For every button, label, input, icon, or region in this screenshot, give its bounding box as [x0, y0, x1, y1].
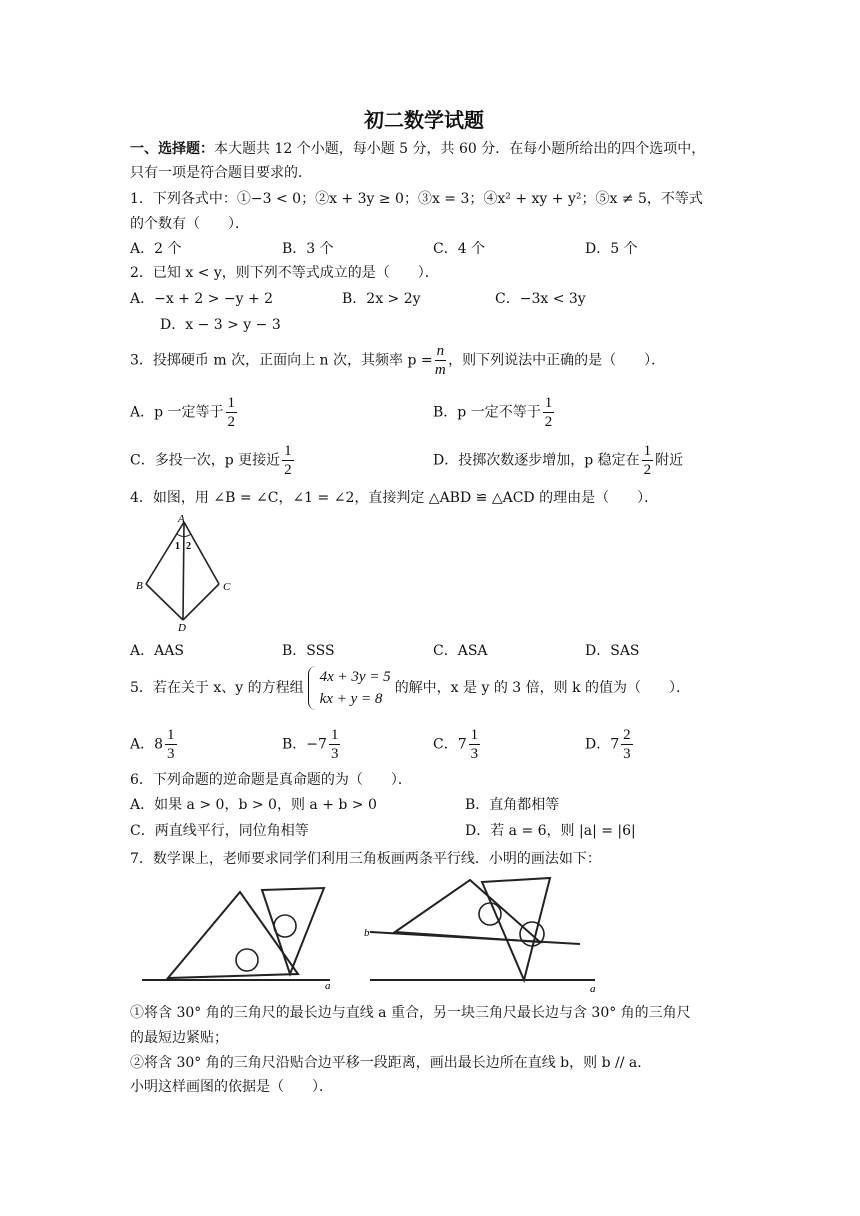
q7-step-2: ②将含 30° 角的三角尺沿贴合边平移一段距离，画出最长边所在直线 b，则 b // a． [130, 1055, 652, 1071]
q7-figure [140, 874, 620, 998]
frac-denominator: 2 [227, 414, 236, 430]
q5-option-c-label: C．7 [433, 736, 467, 753]
frac-denominator: 3 [470, 746, 479, 762]
q5-stem [130, 666, 690, 710]
q3-option-a-text: A．p 一定等于 [130, 404, 224, 421]
q3-option-b-text: B．p 一定不等于 [433, 404, 541, 421]
q3-option-d-fraction [642, 442, 654, 479]
q3-frac-denominator: m [434, 362, 446, 378]
q7-question: 小明这样画图的依据是（ ）． [130, 1079, 333, 1095]
q1-option-a: A．2 个 [130, 241, 182, 257]
label-a: A [178, 513, 185, 525]
q5-option-a [130, 726, 179, 763]
q4-option-c: C．ASA [433, 643, 488, 659]
q1-option-c: C．4 个 [433, 241, 486, 257]
q2-stem: 2．已知 x < y，则下列不等式成立的是（ ）． [130, 265, 439, 281]
q5-option-d-fraction [621, 726, 633, 763]
label-b: b [364, 927, 370, 939]
frac-denominator: 3 [167, 746, 175, 762]
label-angle-1: 1 [175, 541, 180, 552]
equation-system [308, 666, 391, 710]
equation-2: kx + y = 8 [319, 691, 383, 707]
set-square-30-right [395, 880, 540, 942]
q1-stem-line2: 的个数有（ ）． [130, 216, 249, 232]
q3-option-d [433, 442, 683, 479]
q4-option-d: D．SAS [585, 643, 640, 659]
q3-option-b [433, 394, 556, 431]
q6-option-b: B．直角都相等 [465, 797, 560, 813]
frac-denominator: 3 [330, 746, 339, 762]
q5-option-c [433, 726, 482, 763]
label-angle-2: 2 [186, 541, 191, 552]
frac-denominator: 3 [623, 746, 631, 762]
q5-option-d [585, 726, 635, 763]
q5-option-b-fraction [329, 726, 341, 763]
set-square-other-right [482, 878, 550, 980]
q7-step-1: ①将含 30° 角的三角尺的最长边与直线 a 重合，另一块三角尺最长边与含 30° 角的三角尺 [130, 1005, 691, 1021]
q3-option-a [130, 394, 239, 431]
page-title: 初二数学试题 [364, 108, 484, 132]
q3-option-c-text: C．多投一次，p 更接近 [130, 452, 281, 469]
frac-numerator: 1 [167, 727, 175, 743]
q3-frac-numerator: n [436, 343, 445, 359]
q6-option-a: A．如果 a > 0，b > 0，则 a + b > 0 [130, 797, 377, 813]
q4-option-a: A．AAS [130, 643, 184, 659]
q1-stem: 1．下列各式中：①−3 < 0；②x + 3y ≥ 0；③x = 3；④x² + xy + y²；⑤x ≠ 5，不等式 [130, 191, 703, 207]
ruler-hole [479, 903, 501, 925]
frac-numerator: 1 [227, 395, 236, 411]
triangle-ruler-diagram [140, 874, 620, 998]
q5-option-b-label: B．−7 [282, 736, 327, 753]
q3-option-c [130, 442, 296, 479]
label-d: D [178, 622, 186, 634]
segment-cd [183, 584, 219, 620]
q6-option-c: C．两直线平行，同位角相等 [130, 823, 309, 839]
section-header [130, 142, 705, 156]
q3-option-d-tail: 附近 [655, 452, 684, 469]
q5-option-d-label: D．7 [585, 736, 620, 753]
q5-option-a-label: A．8 [130, 736, 164, 753]
q4-figure [128, 512, 248, 634]
q2-option-b: B．2x > 2y [342, 291, 421, 307]
q4-option-b: B．SSS [282, 643, 335, 659]
section-heading: 一、选择题： [130, 141, 214, 157]
q3-stem-text: 3．投掷硬币 m 次，正面向上 n 次，其频率 p = [130, 352, 433, 369]
q3-option-a-fraction [226, 394, 238, 431]
ruler-hole [274, 915, 296, 937]
set-square-other-left [262, 888, 324, 974]
q5-option-c-fraction [469, 726, 481, 763]
segment-ac [184, 522, 219, 584]
label-a-right: a [590, 983, 596, 995]
frac-numerator: 1 [643, 443, 652, 459]
frac-numerator: 1 [470, 727, 479, 743]
q3-frequency-fraction [435, 342, 447, 379]
system-brace [308, 666, 318, 710]
label-b: B [136, 580, 143, 592]
frac-numerator: 2 [623, 727, 631, 743]
q5-stem-text: 5．若在关于 x、y 的方程组 [130, 680, 304, 696]
section-instructions: 本大题共 12 个小题，每小题 5 分，共 60 分．在每小题所给出的四个选项中， [214, 141, 706, 157]
q5-stem-tail: 的解中，x 是 y 的 3 倍，则 k 的值为（ ）． [394, 680, 691, 696]
q3-option-d-text: D．投掷次数逐步增加，p 稳定在 [433, 452, 640, 469]
segment-bd [146, 584, 183, 620]
q5-option-b [282, 726, 342, 763]
frac-numerator: 1 [284, 443, 292, 459]
frac-denominator: 2 [643, 462, 652, 478]
section-instructions-line2: 只有一项是符合题目要求的． [130, 165, 312, 181]
q4-stem: 4．如图，用 ∠B = ∠C，∠1 = ∠2，直接判定 △ABD ≌ △ACD 的理由是（ ）． [130, 490, 659, 506]
q5-option-a-fraction [165, 726, 177, 763]
q6-option-d: D．若 a = 6，则 |a| = |6| [465, 823, 636, 839]
q1-option-b: B．3 个 [282, 241, 334, 257]
q3-option-b-fraction [543, 394, 555, 431]
label-c: C [223, 581, 231, 593]
q3-stem [130, 342, 665, 379]
frac-numerator: 1 [544, 395, 553, 411]
segment-ab [146, 522, 184, 584]
ruler-hole [236, 949, 258, 971]
frac-numerator: 1 [330, 727, 339, 743]
q2-option-c: C．−3x < 3y [495, 291, 586, 307]
label-a-left: a [325, 980, 331, 992]
frac-denominator: 2 [544, 414, 553, 430]
q2-option-d: D．x − 3 > y − 3 [160, 317, 281, 333]
q7-stem: 7．数学课上，老师要求同学们利用三角板画两条平行线．小明的画法如下： [130, 851, 601, 867]
q3-stem-tail: ，则下列说法中正确的是（ ）． [448, 352, 666, 369]
q6-stem: 6．下列命题的逆命题是真命题的为（ ）． [130, 772, 412, 788]
equation-1: 4x + 3y = 5 [319, 669, 391, 685]
q3-option-c-fraction [282, 442, 294, 479]
q1-option-d: D．5 个 [585, 241, 638, 257]
q7-step-1-line2: 的最短边紧贴； [130, 1030, 228, 1046]
frac-denominator: 2 [284, 462, 292, 478]
kite-diagram [128, 512, 248, 634]
q2-option-a: A．−x + 2 > −y + 2 [130, 291, 274, 307]
